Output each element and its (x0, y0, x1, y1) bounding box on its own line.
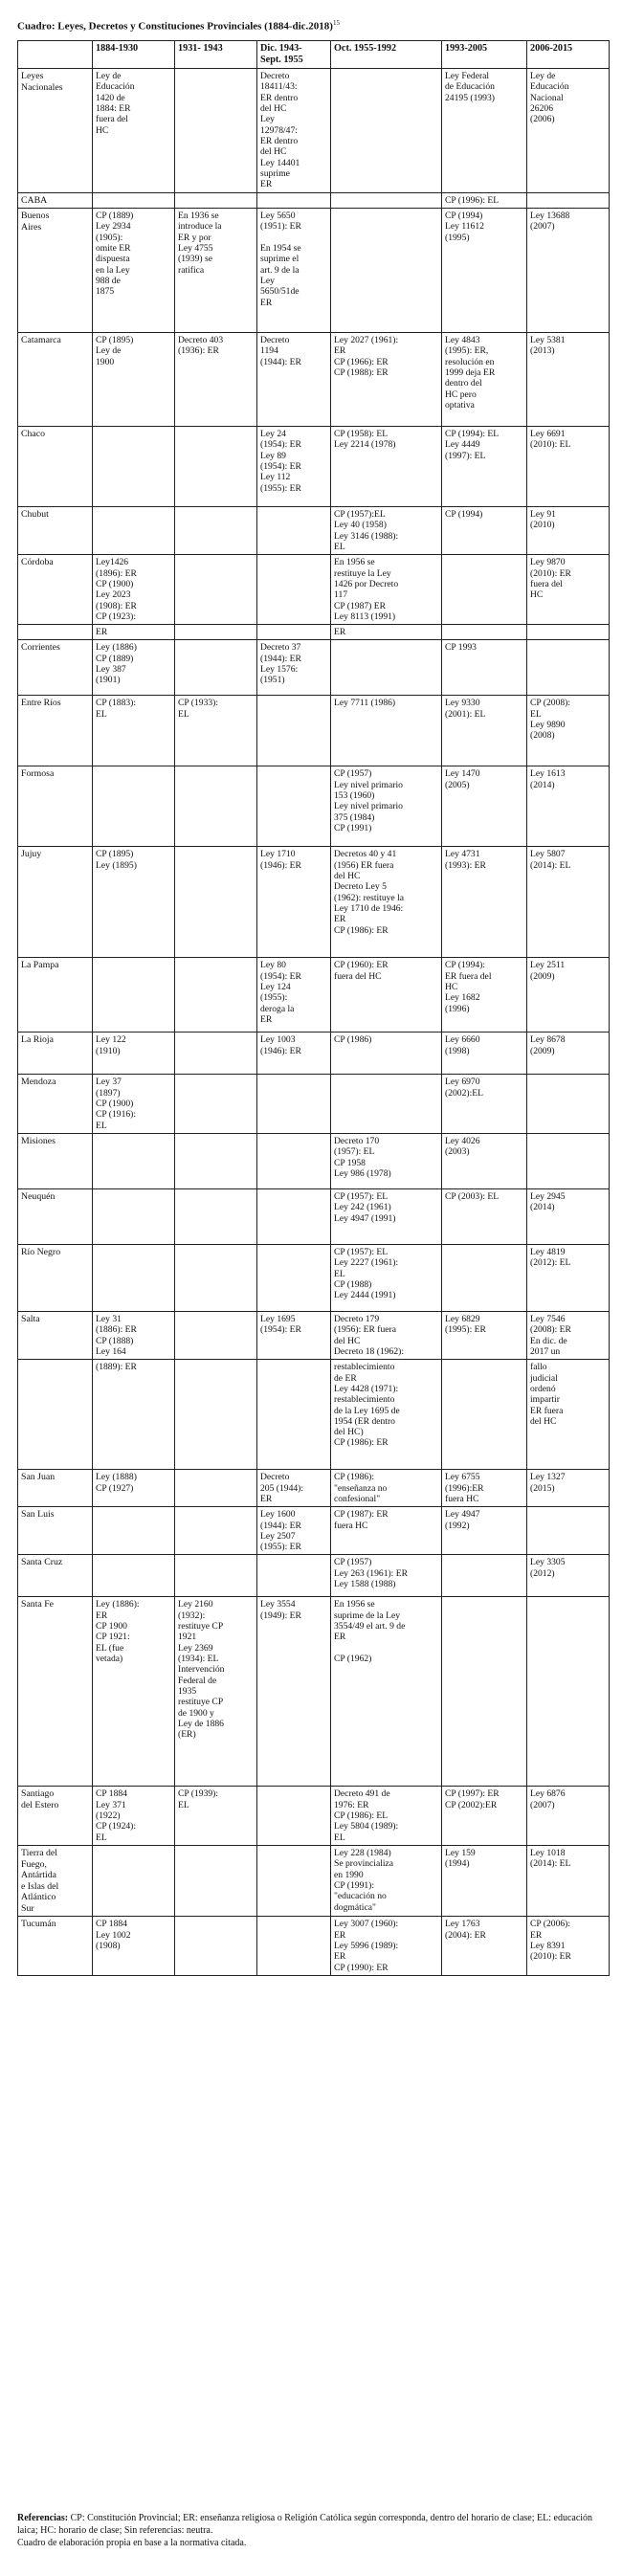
law-cell (527, 1075, 610, 1134)
table-row (18, 1846, 610, 1917)
law-cell: Ley 2160 (1932): restituye CP 1921 Ley 2369 (1934): EL Intervención Federal de 1935 restituye CP de 1900 y Ley de 1886 (ER) (175, 1597, 257, 1787)
law-cell: CP 1993 (442, 640, 527, 696)
law-cell (175, 1470, 257, 1507)
law-cell: Ley 8678 (2009) (527, 1033, 610, 1075)
law-cell (257, 1555, 331, 1597)
province-cell: Leyes Nacionales (18, 69, 93, 192)
table-row (18, 1787, 610, 1846)
law-cell: CP (1997): ER CP (2002):ER (442, 1787, 527, 1846)
table-row (18, 625, 610, 640)
province-cell (18, 625, 93, 640)
law-cell: (1889): ER (93, 1360, 175, 1470)
law-cell (527, 1507, 610, 1555)
law-cell: Ley 5650 (1951): ER En 1954 se suprime el art. 9 de la Ley 5650/51de ER (257, 209, 331, 333)
law-cell (527, 1597, 610, 1787)
law-cell (93, 1134, 175, 1189)
law-cell (527, 640, 610, 696)
law-cell: Decreto 179 (1956): ER fuera del HC Decreto 18 (1962): (331, 1312, 442, 1360)
law-cell (175, 427, 257, 507)
table-row (18, 1245, 610, 1312)
table-row (18, 1134, 610, 1189)
header-cell-period-1884-1930: 1884-1930 (93, 41, 175, 69)
law-cell: Decreto 170 (1957): EL CP 1958 Ley 986 (1978) (331, 1134, 442, 1189)
law-cell: Ley 1470 (2005) (442, 766, 527, 847)
province-cell: Neuquén (18, 1189, 93, 1245)
law-cell: Ley 4026 (2003) (442, 1134, 527, 1189)
law-cell: Ley 122 (1910) (93, 1033, 175, 1075)
law-cell (93, 1189, 175, 1245)
law-cell (331, 1075, 442, 1134)
law-cell: Decreto 37 (1944): ER Ley 1576: (1951) (257, 640, 331, 696)
table-row (18, 1597, 610, 1787)
province-cell: Río Negro (18, 1245, 93, 1312)
table-row (18, 1189, 610, 1245)
law-cell (175, 1846, 257, 1917)
law-cell: CP (1957) Ley 263 (1961): ER Ley 1588 (1988) (331, 1555, 442, 1597)
law-cell: Ley 1763 (2004): ER (442, 1917, 527, 1976)
law-cell: Ley 4731 (1993): ER (442, 847, 527, 958)
header-cell-period-1931-1943: 1931- 1943 (175, 41, 257, 69)
table-row (18, 696, 610, 766)
law-cell: CP (1895) Ley (1895) (93, 847, 175, 958)
province-cell: Catamarca (18, 333, 93, 427)
source-note: Cuadro de elaboración propia en base a la normativa citada. (17, 2537, 247, 2548)
law-cell (257, 555, 331, 625)
table-title-text: Cuadro: Leyes, Decretos y Constituciones Provinciales (1884-dic.2018) (17, 20, 333, 33)
province-cell: Mendoza (18, 1075, 93, 1134)
table-title (17, 19, 340, 33)
law-cell: CP (1895) Ley de 1900 (93, 333, 175, 427)
law-cell: CP (1889) Ley 2934 (1905): omite ER dispuesta en la Ley 988 de 1875 (93, 209, 175, 333)
law-cell: Ley 1018 (2014): EL (527, 1846, 610, 1917)
law-cell (93, 1245, 175, 1312)
law-cell: CP (1957): EL Ley 242 (1961) Ley 4947 (1991) (331, 1189, 442, 1245)
table-row (18, 1507, 610, 1555)
law-cell: CP (1957): EL Ley 2227 (1961): EL CP (1988) Ley 2444 (1991) (331, 1245, 442, 1312)
law-cell: CP (2006): ER Ley 8391 (2010): ER (527, 1917, 610, 1976)
law-cell (257, 192, 331, 209)
law-cell (175, 1555, 257, 1597)
table-row (18, 847, 610, 958)
law-cell: Ley 7546 (2008): ER En dic. de 2017 un (527, 1312, 610, 1360)
law-cell: Ley 3554 (1949): ER (257, 1597, 331, 1787)
law-cell (442, 1360, 527, 1470)
law-cell (175, 555, 257, 625)
table-row (18, 1360, 610, 1470)
law-cell: CP 1884 Ley 371 (1922) CP (1924): EL (93, 1787, 175, 1846)
law-cell: Ley 31 (1886): ER CP (1888) Ley 164 (93, 1312, 175, 1360)
law-cell: Decreto 403 (1936): ER (175, 333, 257, 427)
law-cell: CP (1986): "enseñanza no confesional" (331, 1470, 442, 1507)
province-cell: Santa Fe (18, 1597, 93, 1787)
law-cell (175, 69, 257, 192)
law-cell (442, 1597, 527, 1787)
law-cell (93, 192, 175, 209)
law-cell (175, 625, 257, 640)
law-cell: En 1936 se introduce la ER y por Ley 4755 (1939) se ratifica (175, 209, 257, 333)
law-cell (257, 1134, 331, 1189)
province-cell: Córdoba (18, 555, 93, 625)
law-cell: Decretos 40 y 41 (1956) ER fuera del HC Decreto Ley 5 (1962): restituye la Ley 1710 de 1946: ER CP (1986): ER (331, 847, 442, 958)
province-cell: San Juan (18, 1470, 93, 1507)
header-cell-period-1993-2005: 1993-2005 (442, 41, 527, 69)
law-cell: Ley 13688 (2007) (527, 209, 610, 333)
law-cell: Decreto 491 de 1976: ER CP (1986): EL Ley 5804 (1989): EL (331, 1787, 442, 1846)
law-cell: Ley 80 (1954): ER Ley 124 (1955): deroga la ER (257, 958, 331, 1033)
law-cell (257, 1917, 331, 1976)
law-cell (175, 192, 257, 209)
law-cell: Ley 3007 (1960): ER Ley 5996 (1989): ER CP (1990): ER (331, 1917, 442, 1976)
law-cell: Ley 1003 (1946): ER (257, 1033, 331, 1075)
law-cell: Ley Federal de Educación 24195 (1993) (442, 69, 527, 192)
law-cell (257, 1787, 331, 1846)
law-cell (257, 1189, 331, 1245)
references-text: CP: Constitución Provincial; ER: enseñanza religiosa o Religión Católica según corresponda, dentro del horario de clase; EL: educación laica; HC: horario de clase; Sin referencias: neutra. (17, 2513, 593, 2536)
law-cell (175, 507, 257, 555)
law-cell (527, 1134, 610, 1189)
law-cell: ER (93, 625, 175, 640)
table-row (18, 555, 610, 625)
law-cell: CP (1957) Ley nivel primario 153 (1960) Ley nivel primario 375 (1984) CP (1991) (331, 766, 442, 847)
law-cell: Ley 228 (1984) Se provincializa en 1990 CP (1991): "educación no dogmática" (331, 1846, 442, 1917)
law-cell: CP (1939): EL (175, 1787, 257, 1846)
law-cell: Ley1426 (1896): ER CP (1900) Ley 2023 (1908): ER CP (1923): (93, 555, 175, 625)
table-row (18, 1033, 610, 1075)
province-cell: Misiones (18, 1134, 93, 1189)
law-cell: Ley (1886): ER CP 1900 CP 1921: EL (fue vetada) (93, 1597, 175, 1787)
table-row (18, 1470, 610, 1507)
law-cell (175, 1507, 257, 1555)
law-cell: Ley 5381 (2013) (527, 333, 610, 427)
law-cell: CP (1883): EL (93, 696, 175, 766)
province-cell: Santiago del Estero (18, 1787, 93, 1846)
law-cell: CP (1933): EL (175, 696, 257, 766)
law-cell (93, 766, 175, 847)
law-cell: Ley 159 (1994) (442, 1846, 527, 1917)
law-cell: Ley 4819 (2012): EL (527, 1245, 610, 1312)
law-cell (257, 766, 331, 847)
law-cell: Ley 6970 (2002):EL (442, 1075, 527, 1134)
law-cell: Ley 6660 (1998) (442, 1033, 527, 1075)
law-cell: Ley 37 (1897) CP (1900) CP (1916): EL (93, 1075, 175, 1134)
law-cell: Ley 1710 (1946): ER (257, 847, 331, 958)
law-cell (257, 1245, 331, 1312)
legislation-table (17, 40, 610, 1976)
law-cell: Ley 9330 (2001): EL (442, 696, 527, 766)
table-row (18, 209, 610, 333)
table-row (18, 1917, 610, 1976)
table-row (18, 192, 610, 209)
law-cell: Ley 1327 (2015) (527, 1470, 610, 1507)
province-cell: Salta (18, 1312, 93, 1360)
header-row (18, 41, 610, 69)
province-cell: La Rioja (18, 1033, 93, 1075)
province-cell: Jujuy (18, 847, 93, 958)
law-cell (331, 192, 442, 209)
law-cell: CP (1994) (442, 507, 527, 555)
law-cell: CP (1987): ER fuera HC (331, 1507, 442, 1555)
law-cell (175, 847, 257, 958)
law-cell (175, 1245, 257, 1312)
header-cell-period-1943-1955: Dic. 1943- Sept. 1955 (257, 41, 331, 69)
law-cell: CP 1884 Ley 1002 (1908) (93, 1917, 175, 1976)
header-cell-province (18, 41, 93, 69)
province-cell (18, 1360, 93, 1470)
province-cell: Entre Ríos (18, 696, 93, 766)
law-cell (93, 1555, 175, 1597)
law-cell: ER (331, 625, 442, 640)
law-cell: CP (1994) Ley 11612 (1995) (442, 209, 527, 333)
law-cell: Ley 1613 (2014) (527, 766, 610, 847)
law-cell: Decreto 18411/43: ER dentro del HC Ley 12978/47: ER dentro del HC Ley 14401 suprime ER (257, 69, 331, 192)
province-cell: La Pampa (18, 958, 93, 1033)
law-cell: Ley 2945 (2014) (527, 1189, 610, 1245)
law-cell (93, 1846, 175, 1917)
law-cell: CP (2003): EL (442, 1189, 527, 1245)
law-cell (93, 507, 175, 555)
law-cell (93, 1507, 175, 1555)
law-cell: CP (1957):EL Ley 40 (1958) Ley 3146 (1988): EL (331, 507, 442, 555)
law-cell (442, 555, 527, 625)
table-row (18, 1555, 610, 1597)
law-cell (93, 427, 175, 507)
law-cell: Ley (1888) CP (1927) (93, 1470, 175, 1507)
law-cell: Ley 5807 (2014): EL (527, 847, 610, 958)
law-cell: Ley 7711 (1986) (331, 696, 442, 766)
table-row (18, 507, 610, 555)
law-cell (93, 958, 175, 1033)
law-cell: En 1956 se restituye la Ley 1426 por Decreto 117 CP (1987) ER Ley 8113 (1991) (331, 555, 442, 625)
law-cell: Ley 91 (2010) (527, 507, 610, 555)
law-cell: Ley 4947 (1992) (442, 1507, 527, 1555)
law-cell (175, 958, 257, 1033)
law-cell: Ley de Educación Nacional 26206 (2006) (527, 69, 610, 192)
references-label: Referencias: (17, 2513, 69, 2523)
table-body (18, 69, 610, 1976)
law-cell: CP (1986) (331, 1033, 442, 1075)
header-cell-period-1955-1992: Oct. 1955-1992 (331, 41, 442, 69)
law-cell: Ley (1886) CP (1889) Ley 387 (1901) (93, 640, 175, 696)
law-cell: Ley 1600 (1944): ER Ley 2507 (1955): ER (257, 1507, 331, 1555)
law-cell: Ley 4843 (1995): ER, resolución en 1999 deja ER dentro del HC pero optativa (442, 333, 527, 427)
province-cell: Tucumán (18, 1917, 93, 1976)
law-cell: Ley 3305 (2012) (527, 1555, 610, 1597)
table-row (18, 427, 610, 507)
province-cell: San Luis (18, 1507, 93, 1555)
law-cell (175, 1360, 257, 1470)
table-row (18, 333, 610, 427)
footnote-marker: 15 (332, 19, 340, 27)
law-cell: Ley 1695 (1954): ER (257, 1312, 331, 1360)
law-cell (442, 625, 527, 640)
law-cell (331, 209, 442, 333)
law-cell: Decreto 205 (1944): ER (257, 1470, 331, 1507)
law-cell: Ley 6755 (1996):ER fuera HC (442, 1470, 527, 1507)
law-cell (331, 640, 442, 696)
province-cell: Tierra del Fuego, Antártida e Islas del Atlántico Sur (18, 1846, 93, 1917)
references (17, 2513, 606, 2549)
law-cell (257, 1360, 331, 1470)
province-cell: Corrientes (18, 640, 93, 696)
province-cell: Buenos Aires (18, 209, 93, 333)
province-cell: Chubut (18, 507, 93, 555)
law-cell: En 1956 se suprime de la Ley 3554/49 el art. 9 de ER CP (1962) (331, 1597, 442, 1787)
law-cell (331, 69, 442, 192)
law-cell: CP (1960): ER fuera del HC (331, 958, 442, 1033)
province-cell: CABA (18, 192, 93, 209)
law-cell: CP (1994): EL Ley 4449 (1997): EL (442, 427, 527, 507)
law-cell (175, 1189, 257, 1245)
law-cell (257, 1846, 331, 1917)
law-cell (175, 640, 257, 696)
law-cell: Ley 6876 (2007) (527, 1787, 610, 1846)
law-cell (442, 1245, 527, 1312)
law-cell: Ley 6691 (2010): EL (527, 427, 610, 507)
law-cell (175, 1033, 257, 1075)
law-cell: restablecimiento de ER Ley 4428 (1971): restablecimiento de la Ley 1695 de 1954 (ER dentro del HC) CP (1986): ER (331, 1360, 442, 1470)
law-cell: CP (1958): EL Ley 2214 (1978) (331, 427, 442, 507)
province-cell: Chaco (18, 427, 93, 507)
law-cell (257, 1075, 331, 1134)
law-cell (527, 625, 610, 640)
table-row (18, 69, 610, 192)
law-cell (257, 625, 331, 640)
law-cell: fallo judicial ordenó impartir ER fuera del HC (527, 1360, 610, 1470)
law-cell: Decreto 1194 (1944): ER (257, 333, 331, 427)
law-cell: Ley 6829 (1995): ER (442, 1312, 527, 1360)
law-cell: Ley 2027 (1961): ER CP (1966): ER CP (1988): ER (331, 333, 442, 427)
law-cell (175, 766, 257, 847)
law-cell (175, 1312, 257, 1360)
table-row (18, 1075, 610, 1134)
law-cell (527, 192, 610, 209)
law-cell (257, 696, 331, 766)
law-cell (175, 1075, 257, 1134)
table-row (18, 958, 610, 1033)
law-cell (175, 1917, 257, 1976)
law-cell: CP (1994): ER fuera del HC Ley 1682 (1996) (442, 958, 527, 1033)
law-cell: Ley 9870 (2010): ER fuera del HC (527, 555, 610, 625)
province-cell: Santa Cruz (18, 1555, 93, 1597)
header-cell-period-2006-2015: 2006-2015 (527, 41, 610, 69)
law-cell: CP (2008): EL Ley 9890 (2008) (527, 696, 610, 766)
law-cell: CP (1996): EL (442, 192, 527, 209)
province-cell: Formosa (18, 766, 93, 847)
law-cell (442, 1555, 527, 1597)
table-row (18, 766, 610, 847)
table-row (18, 1312, 610, 1360)
law-cell: Ley de Educación 1420 de 1884: ER fuera del HC (93, 69, 175, 192)
law-cell: Ley 24 (1954): ER Ley 89 (1954): ER Ley 112 (1955): ER (257, 427, 331, 507)
law-cell: Ley 2511 (2009) (527, 958, 610, 1033)
law-cell (257, 507, 331, 555)
table-row (18, 640, 610, 696)
law-cell (175, 1134, 257, 1189)
